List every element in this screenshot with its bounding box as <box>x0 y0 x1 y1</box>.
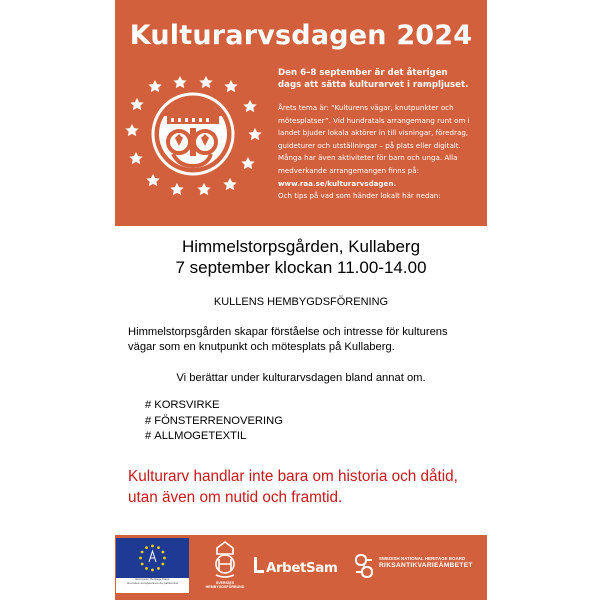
intro-line: Årets tema är: “Kulturens vägar, knutpunkter och <box>278 103 454 112</box>
star-icon <box>197 183 210 195</box>
star-icon <box>199 76 212 88</box>
star-icon <box>224 80 237 92</box>
raa-link[interactable]: www.raa.se/kulturarvsdagen. <box>278 178 397 188</box>
hembygd-emblem-icon <box>205 539 245 581</box>
intro-paragraph <box>278 102 484 203</box>
event-time: 7 september klockan 11.00-14.00 <box>175 258 427 277</box>
intro-line: guideturer och utställningar – på plats eller digitalt. <box>278 140 461 150</box>
event-description: Himmelstorpsgården skapar förståelse och intresse för kulturens vägar som en knutpunkt och mötesplats på Kullaberg. <box>128 326 448 353</box>
arbetsam-logo: ArbetSam <box>254 557 337 576</box>
raa-logo-icon <box>352 553 376 579</box>
tip-line: Och tips på vad som händer lokalt här nedan: <box>278 191 441 201</box>
intro-line: landet bjuder lokala aktörer in till visningar, föredrag, <box>278 128 469 138</box>
star-icon <box>148 80 161 92</box>
event-place: Himmelstorpsgården, Kullaberg <box>181 237 421 256</box>
star-icon <box>243 100 256 112</box>
closing-statement: Kulturarv handlar inte bara om historia och dåtid, utan även om nutid och framtid. <box>128 468 458 506</box>
hembygdsforbund-logo: SVERIGES HEMBYGDSFÖRBUND <box>205 539 245 595</box>
poster-title: Kulturarvsdagen 2024 <box>129 20 473 51</box>
topic-item: # FÖNSTERRENOVERING <box>145 414 283 427</box>
eu-stars-icon <box>116 538 189 578</box>
lead-line: Den 6–8 september är det återigen <box>278 68 448 78</box>
star-icon <box>173 76 186 88</box>
topic-list <box>145 398 283 445</box>
intro-line: medverkande arrangemangen finns på: <box>278 165 419 175</box>
star-icon <box>248 128 261 140</box>
topic-item: # KORSVIRKE <box>145 399 220 411</box>
lead-line: dags att sätta kulturarvet i rampljuset. <box>278 80 469 91</box>
star-icon <box>170 183 183 195</box>
organizer-name: KULLENS HEMBYGDSFÖRENING <box>213 296 389 308</box>
program-intro: Vi berättar under kulturarvsdagen bland annat om. <box>176 372 426 384</box>
intro-line: mötesplatser”. Vid hundratals arrangemang runt om i <box>278 115 470 125</box>
star-icon <box>130 98 143 110</box>
poster <box>115 0 487 600</box>
intro-line: Många har även aktiviteter för barn och unga. Alla <box>278 153 458 163</box>
eu-flag-logo <box>116 538 189 578</box>
eu-caption: European Heritage Days Journées européennes du patrimoine <box>116 578 189 593</box>
header-banner <box>115 0 487 226</box>
arbetsam-mark-icon <box>254 557 264 573</box>
event-heading <box>115 236 487 278</box>
star-icon <box>241 157 254 169</box>
heritage-emblem-icon <box>119 70 269 200</box>
lead-text <box>278 67 484 92</box>
raa-wordmark: SWEDISH NATIONAL HERITAGE BOARD RIKSANTIKVARIEÄMBETET <box>379 556 473 569</box>
topic-item: # ALLMOGETEXTIL <box>145 430 247 442</box>
star-icon <box>129 152 142 164</box>
footer-logos <box>115 535 487 600</box>
star-icon <box>146 174 159 186</box>
star-icon <box>223 178 236 190</box>
star-icon <box>125 124 138 136</box>
